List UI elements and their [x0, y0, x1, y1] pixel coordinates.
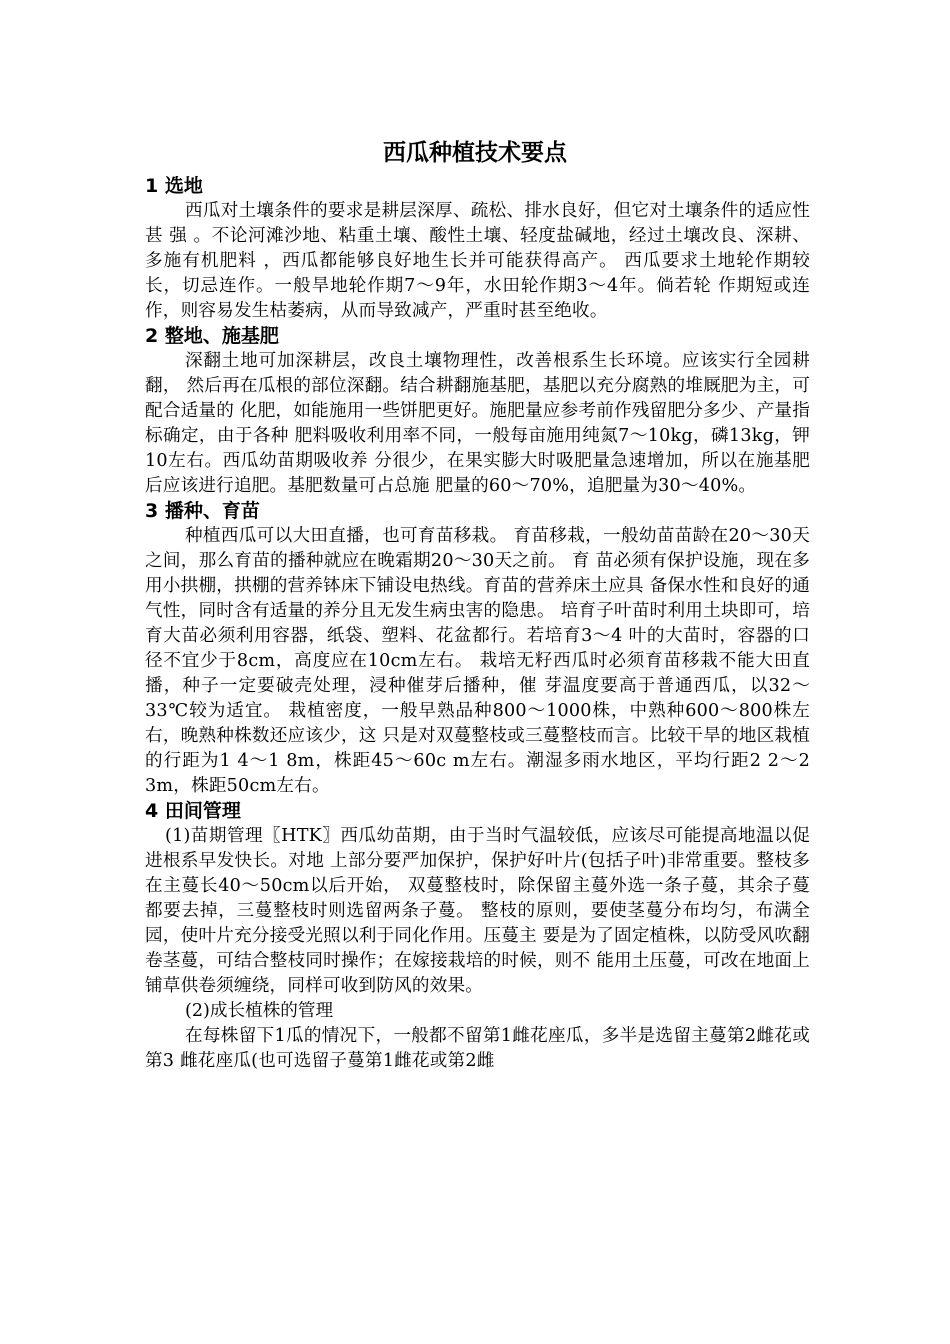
- subsection-heading: (2)成长植株的管理: [185, 1001, 334, 1021]
- section-paragraph: 在每株留下1瓜的情况下，一般都不留第1雌花座瓜，多半是选留主蔓第2雌花或第3 雌花座瓜(也可选留子蔓第1雌花或第2雌: [145, 1026, 810, 1071]
- section-sowing-seedlings: [145, 499, 810, 799]
- section-soil-preparation: [145, 324, 810, 499]
- section-heading: 3 播种、育苗: [145, 500, 260, 522]
- section-heading: 4 田间管理: [145, 800, 241, 822]
- section-site-selection: [145, 174, 810, 324]
- section-field-management: [145, 799, 810, 1074]
- section-paragraph: 西瓜对土壤条件的要求是耕层深厚、疏松、排水良好，但它对土壤条件的适应性甚 强 。不论河滩沙地、粘重土壤、酸性土壤、轻度盐碱地，经过土壤改良、深耕、多施有机肥料 ，西瓜都能够良好地生长并可能获得高产。 西瓜要求土地轮作期较长，切忌连作。一般旱地轮作期7～9年，水田轮作期3～4年。倘若轮 作期短或连作，则容易发生枯萎病，从而导致减产，严重时甚至绝收。: [145, 201, 810, 321]
- section-heading: 2 整地、施基肥: [145, 325, 279, 347]
- section-paragraph: (1)苗期管理〖HTK〗西瓜幼苗期，由于当时气温较低，应该尽可能提高地温以促进根系早发快长。对地 上部分要严加保护，保护好叶片(包括子叶)非常重要。整枝多在主蔓长40～50cm以后开始， 双蔓整枝时，除保留主蔓外选一条子蔓，其余子蔓都要去掉，三蔓整枝时则选留两条子蔓。 整枝的原则，要使茎蔓分布均匀，布满全园，使叶片充分接受光照以利于同化作用。压蔓主 要是为了固定植株，以防受风吹翻卷茎蔓，可结合整枝同时操作；在嫁接栽培的时候，则不 能用土压蔓，可改在地面上铺草供卷须缠绕，同样可收到防风的效果。: [145, 826, 810, 996]
- section-paragraph: 种植西瓜可以大田直播，也可育苗移栽。 育苗移栽，一般幼苗苗龄在20～30天之间，那么育苗的播种就应在晚霜期20～30天之前。 育 苗必须有保护设施，现在多用小拱棚，拱棚的营养钵床下铺设电热线。育苗的营养床土应具 备保水性和良好的通气性，同时含有适量的养分且无发生病虫害的隐患。 培育子叶苗时利用土块即可，培育大苗必须利用容器，纸袋、塑料、花盆都行。若培育3～4 叶的大苗时，容器的口径不宜少于8cm，高度应在10cm左右。 栽培无籽西瓜时必须育苗移栽不能大田直播，种子一定要破壳处理，浸种催芽后播种，催 芽温度要高于普通西瓜，以32～33℃较为适宜。 栽植密度，一般早熟品种800～1000株，中熟种600～800株左右，晚熟种株数还应该少，这 只是对双蔓整枝或三蔓整枝而言。比较干旱的地区栽植的行距为1 4～1 8m，株距45～60c m左右。潮湿多雨水地区，平均行距2 2～2 3m，株距50cm左右。: [145, 526, 810, 796]
- section-heading: 1 选地: [145, 175, 203, 197]
- document-title: 西瓜种植技术要点: [383, 140, 567, 166]
- document-body: [145, 174, 810, 1074]
- section-paragraph: 深翻土地可加深耕层，改良土壤物理性，改善根系生长环境。应该实行全园耕翻， 然后再在瓜根的部位深翻。结合耕翻施基肥，基肥以充分腐熟的堆厩肥为主，可配合适量的 化肥，如能施用一些饼肥更好。施肥量应参考前作残留肥分多少、产量指标确定，由于各种 肥料吸收利用率不同，一般每亩施用纯氮7～10kg，磷13kg，钾10左右。西瓜幼苗期吸收养 分很少，在果实膨大时吸肥量急速增加，所以在施基肥后应该进行追肥。基肥数量可占总施 肥量的60～70%，追肥量为30～40%。: [145, 351, 810, 496]
